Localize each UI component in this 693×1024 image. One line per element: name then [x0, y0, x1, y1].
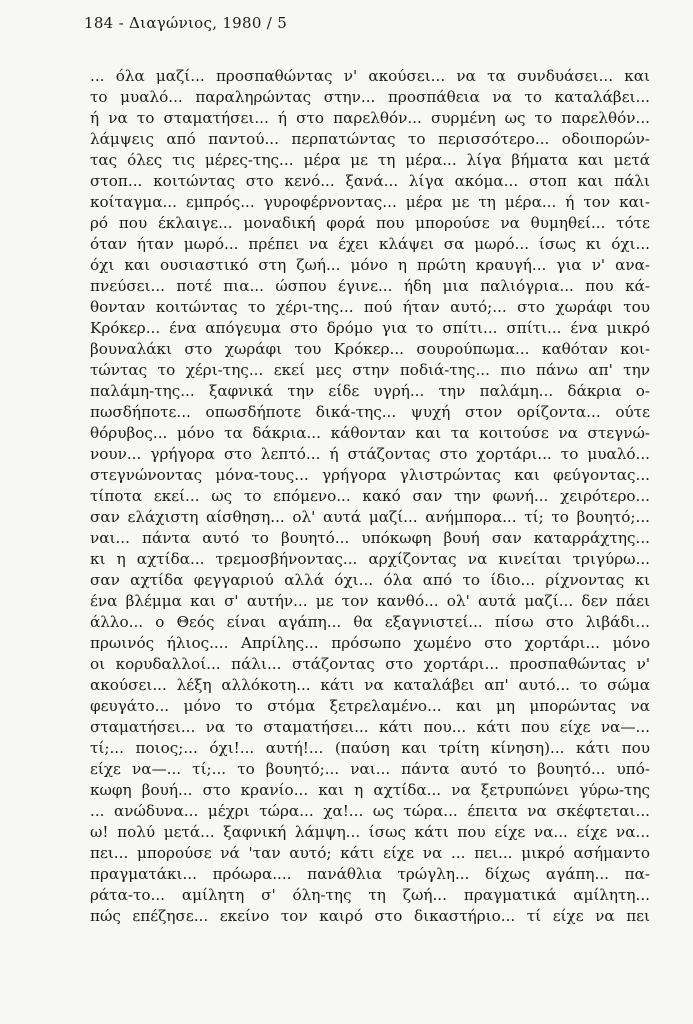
- text-line: οι κορυδαλλοί... πάλι... στάζοντας στο χορτάρι... προσπαθώντας ν': [90, 655, 650, 673]
- text-line: κι η αχτίδα... τρεμοσβήνοντας... αρχίζοντας να κινείται τριγύρω...: [90, 550, 650, 568]
- text-line: ράτα-το... αμίλητη σ' όλη-της τη ζωή... πραγματικά αμίλητη...: [90, 886, 650, 904]
- text-line: στοπ... κοιτώντας στο κενό... ξανά... λίγα ακόμα... στοπ και πάλι: [90, 172, 650, 190]
- text-line: τίποτα εκεί... ως το επόμενο... κακό σαν την φωνή... χειρότερο...: [90, 487, 650, 505]
- text-line: το μυαλό... παραληρώντας στην... προσπάθεια να το καταλάβει...: [90, 88, 650, 106]
- text-line: σαν ελάχιστη αίσθηση... ολ' αυτά μαζί... ανήμπορα... τί; το βουητό;...: [90, 508, 650, 526]
- text-line: άλλο... ο Θεός είναι αγάπη... θα εξαγνιστεί... πίσω στο λιβάδι...: [90, 613, 650, 631]
- text-line: βουναλάκι στο χωράφι του Κρόκερ... σουρούπωμα... καθόταν κοι-: [90, 340, 650, 358]
- text-line: πει... μπορούσε νά 'ταν αυτό; κάτι είχε να ... πει... μικρό ασήμαντο: [90, 844, 650, 862]
- running-head: 184 - Διαγώνιος, 1980 / 5: [84, 14, 288, 32]
- text-line: είχε να—... τί;... το βουητό;... ναι... πάντα αυτό το βουητό... υπό-: [90, 760, 650, 778]
- text-line: στεγνώνοντας μόνα-τους... γρήγορα γλιστρώντας και φεύγοντας...: [90, 466, 650, 484]
- text-line: παλάμη-της... ξαφνικά την είδε υγρή... την παλάμη... δάκρια ο-: [90, 382, 650, 400]
- text-line: πρωινός ήλιος.... Απρίλης... πρόσωπο χωμένο στο χορτάρι... μόνο: [90, 634, 650, 652]
- text-line: ... όλα μαζί... προσπαθώντας ν' ακούσει... να τα συνδυάσει... και: [90, 67, 650, 85]
- text-line: λάμψεις από παντού... περπατώντας το περισσότερο... οδοιπορών-: [90, 130, 650, 148]
- text-line: θονταν κοιτώντας το χέρι-της... πού ήταν αυτό;... στο χωράφι του: [90, 298, 650, 316]
- text-line: σταματήσει... να το σταματήσει... κάτι που... κάτι που είχε να—...: [90, 718, 650, 736]
- text-line: πώς επέζησε... εκείνο τον καιρό στο δικαστήριο... τί είχε να πει: [90, 907, 650, 925]
- text-line: σαν αχτίδα φεγγαριού αλλά όχι... όλα από το ίδιο... ρίχνοντας κι: [90, 571, 650, 589]
- text-line: Κρόκερ... ένα απόγευμα στο δρόμο για το σπίτι... σπίτι... ένα μικρό: [90, 319, 650, 337]
- text-line: τας όλες τις μέρες-της... μέρα με τη μέρα... λίγα βήματα και μετά: [90, 151, 650, 169]
- text-line: όχι και ουσιαστικό στη ζωή... μόνο η πρώτη κραυγή... για ν' ανα-: [90, 256, 650, 274]
- text-line: ακούσει... λέξη αλλόκοτη... κάτι να καταλάβει απ' αυτό... το σώμα: [90, 676, 650, 694]
- text-line: τώντας το χέρι-της... εκεί μες στην ποδιά-της... πιο πάνω απ' την: [90, 361, 650, 379]
- text-line: πνεύσει... ποτέ πια... ώσπου έγινε... ήδη μια παλιόγρια... που κά-: [90, 277, 650, 295]
- text-line: ... ανώδυνα... μέχρι τώρα... χα!... ως τώρα... έπειτα να σκέφτεται...: [90, 802, 650, 820]
- text-line: νουν... γρήγορα στο λεπτό... ή στάζοντας στο χορτάρι... το μυαλό...: [90, 445, 650, 463]
- text-line: ω! πολύ μετά... ξαφνική λάμψη... ίσως κάτι που είχε να... είχε να...: [90, 823, 650, 841]
- text-line: ή να το σταματήσει... ή στο παρελθόν... συρμένη ως το παρελθόν...: [90, 109, 650, 127]
- text-line: φευγάτο... μόνο το στόμα ξετρελαμένο... και μη μπορώντας να: [90, 697, 650, 715]
- text-line: όταν ήταν μωρό... πρέπει να έχει κλάψει σα μωρό... ίσως κι όχι...: [90, 235, 650, 253]
- text-line: πραγματάκι... πρόωρα.... πανάθλια τρώγλη... δίχως αγάπη... πα-: [90, 865, 650, 883]
- text-line: κωφη βουή... στο κρανίο... και η αχτίδα... να ξετρυπώνει γύρω-της: [90, 781, 650, 799]
- text-line: πωσδήποτε... οπωσδήποτε δικά-της... ψυχή στον ορίζοντα... ούτε: [90, 403, 650, 421]
- text-line: τί;... ποιος;... όχι!... αυτή!... (παύση και τρίτη κίνηση)... κάτι που: [90, 739, 650, 757]
- text-body: [90, 66, 650, 927]
- text-line: ρό που έκλαιγε... μοναδική φορά που μπορούσε να θυμηθεί... τότε: [90, 214, 650, 232]
- text-line: ναι... πάντα αυτό το βουητό... υπόκωφη βουή σαν καταρράχτης...: [90, 529, 650, 547]
- text-line: ένα βλέμμα και σ' αυτήν... με τον κανθό... ολ' αυτά μαζί... δεν πάει: [90, 592, 650, 610]
- text-line: κοίταγμα... εμπρός... γυροφέρνοντας... μέρα με τη μέρα... ή τον και-: [90, 193, 650, 211]
- text-line: θόρυβος... μόνο τα δάκρια... κάθονταν και τα κοιτούσε να στεγνώ-: [90, 424, 650, 442]
